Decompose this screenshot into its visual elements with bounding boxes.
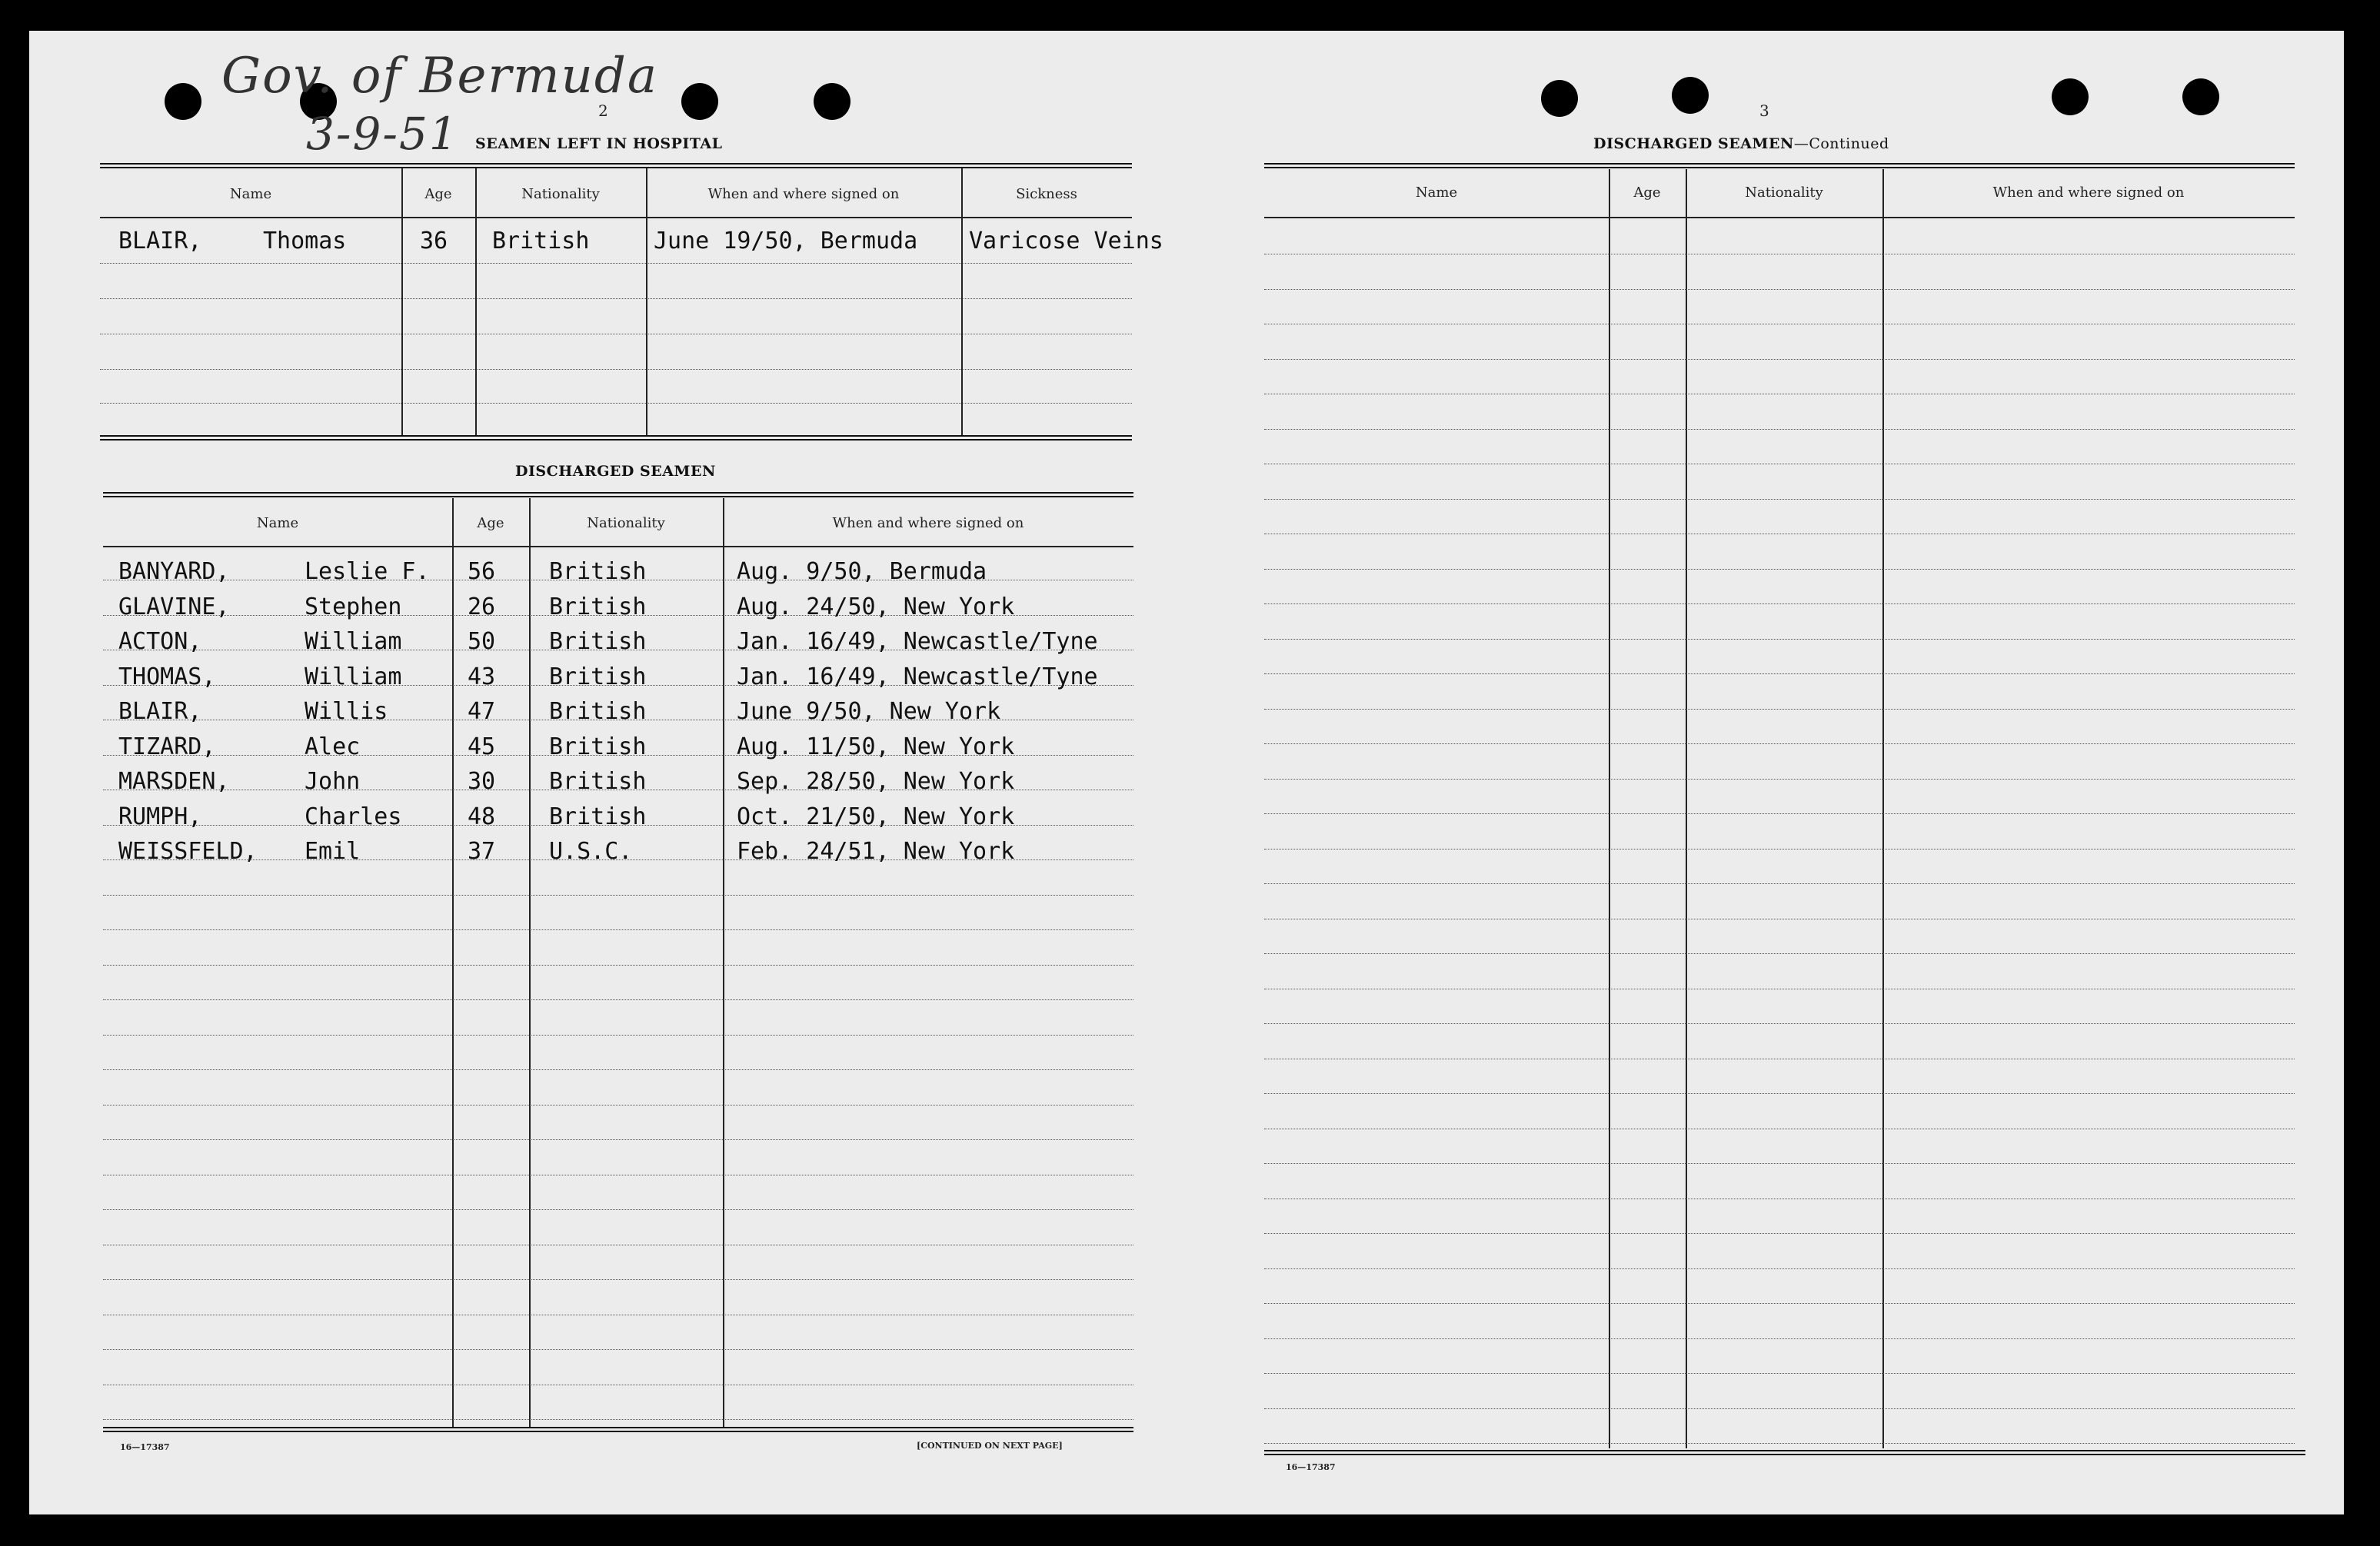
ruling-line <box>103 895 1133 896</box>
table-rule <box>1264 163 2295 168</box>
section-title-discharged: DISCHARGED SEAMEN <box>515 463 716 480</box>
punch-hole <box>1672 77 1709 114</box>
ruling-line <box>1264 1163 2295 1164</box>
given: John <box>305 768 361 795</box>
punch-hole <box>165 83 201 120</box>
table-rule <box>100 163 1132 168</box>
ruling-line <box>1264 1338 2295 1339</box>
signed-on: Jan. 16/49, Newcastle/Tyne <box>737 663 1098 690</box>
ruling-line <box>1264 289 2295 290</box>
nationality: U.S.C. <box>549 838 633 865</box>
form-code: 16—17387 <box>120 1442 170 1452</box>
ruling-line <box>103 1035 1133 1036</box>
ruling-line <box>1264 1408 2295 1409</box>
age: 47 <box>468 698 496 725</box>
signed-on: Aug. 9/50, Bermuda <box>737 558 987 585</box>
ruling-line <box>103 1419 1133 1420</box>
section-title-continued <box>1593 135 1889 152</box>
ruling-line <box>1264 1303 2295 1304</box>
ruling-line <box>1264 1373 2295 1374</box>
nationality: British <box>549 593 647 620</box>
header-signed-on: When and where signed on <box>1992 185 2185 201</box>
surname: BLAIR, <box>118 228 202 254</box>
nationality: British <box>549 733 647 760</box>
ruling-line <box>1264 779 2295 780</box>
given: Emil <box>305 838 361 865</box>
ruling-line <box>103 929 1133 930</box>
ruling-line <box>1264 1233 2295 1234</box>
sickness: Varicose Veins <box>969 228 1163 254</box>
punch-hole <box>1541 80 1578 117</box>
age: 56 <box>468 558 496 585</box>
surname: THOMAS, <box>118 663 216 690</box>
punch-hole <box>2052 78 2089 115</box>
ruling-line <box>1264 1443 2295 1444</box>
table-rule <box>103 492 1133 497</box>
table-rule <box>100 217 1132 218</box>
table-rule <box>103 546 1133 547</box>
table-rule <box>1264 217 2295 218</box>
signed-on: Jan. 16/49, Newcastle/Tyne <box>737 628 1098 655</box>
surname: TIZARD, <box>118 733 216 760</box>
nationality: British <box>549 558 647 585</box>
age: 50 <box>468 628 496 655</box>
ruling-line <box>1264 709 2295 710</box>
age: 48 <box>468 803 496 830</box>
header-age: Age <box>477 515 504 531</box>
surname: BLAIR, <box>118 698 202 725</box>
surname: RUMPH, <box>118 803 202 830</box>
ruling-line <box>1264 883 2295 884</box>
header-age: Age <box>424 186 452 202</box>
nationality: British <box>549 698 647 725</box>
ruling-line <box>103 965 1133 966</box>
given: Alec <box>305 733 361 760</box>
age: 36 <box>420 228 448 254</box>
nationality: British <box>549 768 647 795</box>
surname: WEISSFELD, <box>118 838 258 865</box>
punch-hole <box>2182 78 2219 115</box>
ruling-line <box>103 999 1133 1000</box>
ruling-line <box>103 1349 1133 1350</box>
age: 45 <box>468 733 496 760</box>
page-number-right: 3 <box>1759 101 1769 120</box>
header-nationality: Nationality <box>1745 185 1823 201</box>
header-age: Age <box>1633 185 1661 201</box>
ruling-line <box>103 1209 1133 1210</box>
header-nationality: Nationality <box>587 515 665 531</box>
ruling-line <box>1264 1268 2295 1269</box>
signed-on: Feb. 24/51, New York <box>737 838 1015 865</box>
header-name: Name <box>1415 185 1458 201</box>
nationality: British <box>492 228 590 254</box>
header-sickness: Sickness <box>1016 186 1077 202</box>
punch-hole <box>814 83 850 120</box>
signed-on: Sep. 28/50, New York <box>737 768 1015 795</box>
ruling-line <box>1264 499 2295 500</box>
ruling-line <box>1264 1023 2295 1024</box>
signed-on: Aug. 11/50, New York <box>737 733 1015 760</box>
ruling-line <box>1264 569 2295 570</box>
table-rule <box>100 435 1132 441</box>
ruling-line <box>103 1139 1133 1140</box>
nationality: British <box>549 628 647 655</box>
header-signed-on: When and where signed on <box>832 515 1024 531</box>
punch-hole <box>681 83 718 120</box>
given: Willis <box>305 698 388 725</box>
title-continued: —Continued <box>1793 135 1889 152</box>
ruling-line <box>1264 813 2295 814</box>
age: 30 <box>468 768 496 795</box>
age: 37 <box>468 838 496 865</box>
surname: BANYARD, <box>118 558 230 585</box>
handwritten-annotation: Gov. of Bermuda <box>221 48 658 105</box>
form-code: 16—17387 <box>1286 1462 1336 1472</box>
nationality: British <box>549 803 647 830</box>
age: 26 <box>468 593 496 620</box>
given: William <box>305 663 402 690</box>
header-signed-on: When and where signed on <box>707 186 900 202</box>
surname: GLAVINE, <box>118 593 230 620</box>
ruling-line <box>1264 1093 2295 1094</box>
nationality: British <box>549 663 647 690</box>
ruling-line <box>1264 673 2295 674</box>
signed-on: Oct. 21/50, New York <box>737 803 1015 830</box>
ruling-line <box>103 1069 1133 1070</box>
page-number-left: 2 <box>598 101 608 120</box>
signed-on: June 9/50, New York <box>737 698 1001 725</box>
section-title-hospital: SEAMEN LEFT IN HOSPITAL <box>475 135 723 152</box>
given: Stephen <box>305 593 402 620</box>
ruling-line <box>1264 639 2295 640</box>
given: William <box>305 628 402 655</box>
given-name: Thomas <box>263 228 347 254</box>
ruling-line <box>1264 429 2295 430</box>
ruling-line <box>1264 603 2295 604</box>
ruling-line <box>1264 359 2295 360</box>
signed-on: June 19/50, Bermuda <box>654 228 918 254</box>
surname: ACTON, <box>118 628 202 655</box>
title-main: DISCHARGED SEAMEN <box>1593 135 1794 152</box>
table-rule <box>1264 1450 2305 1455</box>
table-rule <box>103 1427 1133 1432</box>
given: Leslie F. <box>305 558 430 585</box>
document-sheet <box>29 31 2344 1514</box>
surname: MARSDEN, <box>118 768 230 795</box>
ruling-line <box>1264 743 2295 744</box>
continued-note: [CONTINUED ON NEXT PAGE] <box>917 1441 1063 1451</box>
handwritten-date: 3-9-51 <box>306 108 459 160</box>
given: Charles <box>305 803 402 830</box>
ruling-line <box>103 1279 1133 1280</box>
header-name: Name <box>256 515 299 531</box>
age: 43 <box>468 663 496 690</box>
signed-on: Aug. 24/50, New York <box>737 593 1015 620</box>
header-name: Name <box>229 186 272 202</box>
ruling-line <box>1264 953 2295 954</box>
header-nationality: Nationality <box>521 186 600 202</box>
